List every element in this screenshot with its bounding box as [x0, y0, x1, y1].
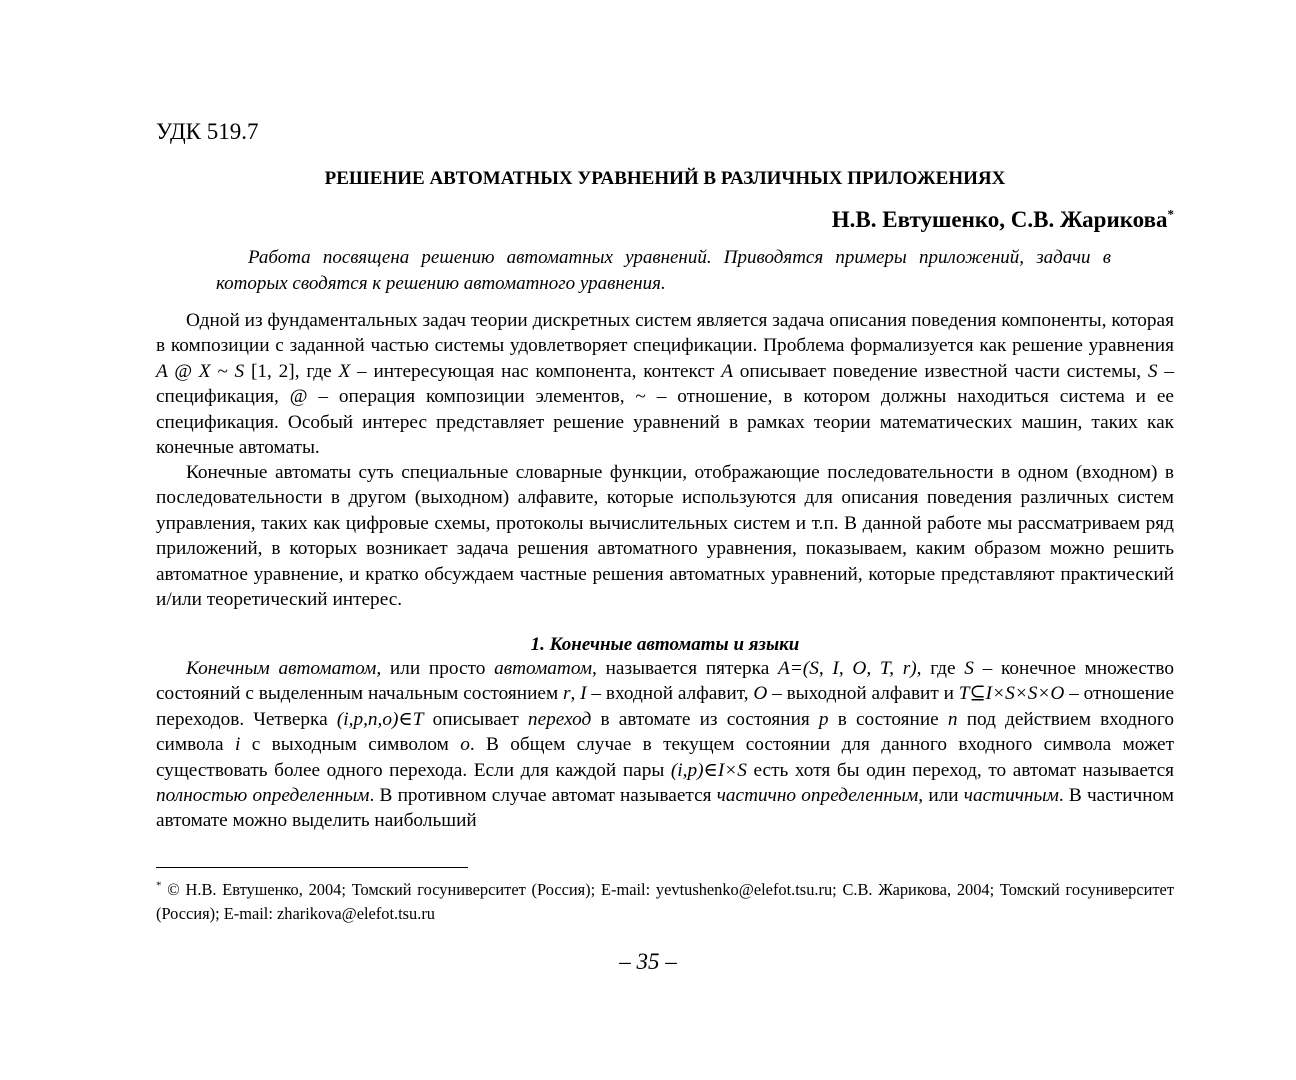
section1-paragraph: [156, 656, 1174, 834]
udk-code: УДК 519.7: [156, 119, 259, 144]
authors-line: [832, 205, 1174, 235]
p3-var-r: r: [562, 683, 571, 705]
p3-term-2: автоматом,: [494, 658, 597, 679]
p3-var-i: I: [580, 683, 587, 705]
p3-term-4: полностью определенным: [156, 785, 370, 807]
p3-text-11: в состояние: [828, 708, 948, 730]
p3-text-8: – отношение переходов. Четверка: [156, 683, 1174, 730]
article-title: РЕШЕНИЕ АВТОМАТНЫХ УРАВНЕНИЙ В РАЗЛИЧНЫХ ПРИЛОЖЕНИЯХ: [324, 168, 1006, 189]
p3-var-isym: i: [234, 734, 241, 756]
p3-quadruple: (i,p,n,o)∈T: [336, 708, 424, 730]
p3-text-12: под действием входного символа: [156, 708, 1175, 756]
p3-text-14: . В общем случае в текущем состоянии для данного входного символа может существовать более одного перехода. Если для каждой пары: [156, 734, 1174, 781]
p1-text-4: описывает поведение известной части системы,: [733, 360, 1148, 382]
p3-text-1: или просто: [381, 658, 495, 679]
p3-relation: T⊆I×S×S×O: [958, 683, 1065, 705]
p1-text-3: – интересующая нас компонента, контекст: [350, 360, 722, 382]
footnote-divider: [156, 867, 468, 868]
p3-text-2: называется пятерка: [596, 658, 779, 679]
footnote-mark: *: [156, 879, 162, 892]
page-number: – 35 –: [619, 949, 677, 974]
p3-var-n: n: [947, 708, 958, 730]
p1-var-s: S: [1147, 360, 1158, 382]
p3-var-o: O: [753, 683, 768, 705]
p3-term-1: Конечным автоматом,: [186, 658, 382, 679]
p3-var-osym: o: [460, 734, 470, 756]
authors-footnote-mark: *: [1167, 206, 1174, 222]
p3-text-4: – конечное множество состояний с выделенным начальным состоянием: [156, 658, 1175, 705]
footnote: [156, 878, 1174, 926]
p3-text-7: – выходной алфавит и: [767, 683, 959, 705]
p3-tuple: A=(S, I, O, T, r): [778, 658, 917, 679]
p2-text: Конечные автоматы суть специальные словарные функции, отображающие последовательности в одном (входном) в последовательности в другом (выходном) алфавите, которые используются для описания поведения различных систем управления, таких как цифровые схемы, протоколы вычислительных систем и т.п. В данной работе мы рассматриваем ряд приложений, в которых возникает задача решения автоматного уравнения, показываем, каким образом можно решить автоматное уравнение, и кратко обсуждаем частные решения автоматных уравнений, которые представляют практический и/или теоретический интерес.: [156, 462, 1174, 611]
p3-pair: (i,p)∈I×S: [670, 759, 747, 781]
p3-text-9: описывает: [423, 708, 528, 730]
p3-var-p: p: [818, 708, 829, 730]
p3-text-17: или: [923, 785, 964, 807]
section-heading: 1. Конечные автоматы и языки: [530, 634, 800, 655]
p3-term-6: частичным: [963, 785, 1059, 807]
p3-text-6: – входной алфавит,: [586, 683, 754, 705]
authors-names: Н.В. Евтушенко, С.В. Жарикова: [831, 207, 1168, 232]
p1-text-5: – спецификация, @ – операция композиции элементов, ~ – отношение, в котором должны находиться система и ее спецификация. Особый интерес представляет решение уравнений в рамках теории математических машин, таких как конечные автоматы.: [156, 360, 1174, 459]
abstract: Работа посвящена решению автоматных уравнений. Приводятся примеры приложений, задачи в которых сводятся к решению автоматного уравнения.: [216, 247, 1111, 294]
p3-text-10: в автомате из состояния: [591, 708, 819, 730]
footnote-text: © Н.В. Евтушенко, 2004; Томский госуниверситет (Россия); E-mail: yevtushenko@elefot.tsu.ru; С.В. Жарикова, 2004; Томский госуниверситет (Россия); E-mail: zharikova@elefot.tsu.ru: [156, 880, 1174, 923]
p1-var-a: A: [721, 360, 733, 382]
p1-var-x: X: [338, 360, 351, 382]
p3-term-5: частично определенным,: [716, 785, 924, 807]
p1-text-1: Одной из фундаментальных задач теории дискретных систем является задача описания поведения компоненты, которая в композиции с заданной частью системы удовлетворяет спецификации. Проблема формализуется как решение уравнения: [156, 310, 1174, 357]
p3-text-15: есть хотя бы один переход, то автомат называется: [746, 759, 1174, 781]
p3-text-3: , где: [916, 658, 965, 679]
p1-text-2: [1, 2], где: [244, 360, 339, 382]
intro-paragraph-2: [156, 460, 1174, 612]
p1-equation: A @ X ~ S: [156, 360, 245, 382]
intro-paragraph-1: [156, 308, 1174, 460]
p3-var-s: S: [964, 658, 974, 679]
p3-term-3: переход: [527, 708, 592, 730]
p3-text-16: . В противном случае автомат называется: [369, 785, 717, 807]
p3-text-13: с выходным символом: [240, 734, 461, 756]
p3-text-18: . В частичном автомате можно выделить наибольший: [156, 785, 1175, 832]
p3-text-5: ,: [570, 683, 581, 705]
